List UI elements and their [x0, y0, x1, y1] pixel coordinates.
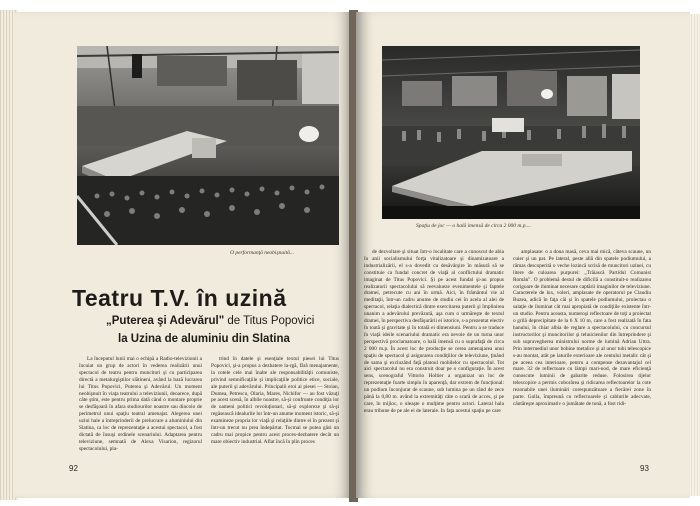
right-photo-image [382, 46, 640, 219]
left-page [14, 12, 352, 498]
left-column-2 [211, 356, 339, 460]
page-number-left: 92 [69, 464, 78, 473]
left-photo-caption: O performanţă neobişnuită... [230, 250, 295, 256]
article-subtitle-line2: la Uzina de aluminiu din Slatina [118, 333, 290, 345]
left-photo-image [77, 46, 339, 245]
right-column-2 [513, 249, 651, 475]
article-subtitle [106, 315, 314, 327]
right-col1-text: de dezvoltare şi situat într-o localitate care a cunoscut de abia în anii socialismului forţa vitalizatoare şi dinamizatoare a industrializării, el s-a dovedit cu desăvârşire în măsură să se constituie ca fundal concret de viaţă al conflictului dramatic imaginat de Titus Popovici. Şi pe acest fundal şi-au propus realizatorii spectacolului să reevalueze evenimentele şi faptele dramei, petrecute cu ani în urmă. Aici, în frământul vie al meditaţii, într-un cadru anume de studiu cei în acela al alei de spectacol, relaţia dialectică dintre exercitarea puterii şi împlinirea unanim a adevărului prevăzută, aşa cum o urmăreşte de textul dramei, în perspectiva desfăşurării ei istorice, s-a prezentat electiv în toată şi gravitate şi în totală ei dimensiuni. Pentru a se traduce în viaţă ideile scenariului dramatic era nevoie de un turna unor perspectivă proclamatoare, o hală imensă cu o suprafaţă de circa 2 000 m.p. În acest loc de producţie se cerea amenajarea unui spaţiu de spectacol şi asigurarea condiţiilor de televiziune, ţinând de sama şi excluzând faţă platoul mobilelor cu spectacolul. Tot aici spectacolul nu era construit doar pe o configuraţie. În acest sens, scenograful Vittorio Holtier a organizat un loc de reprezentaţie foarte simplu în aparenţă, dar extrem de funcţional: un podium înconjurat de scaune, sub lumina pe un rând de zece până la 0,80 m. având la extremităţi câte o scară de acces, şi pe care, în mijloc, o uleaşte o mulţime pentru actori. Lateral hala erau tribune de pe ale ei de laterale. In faţa acestui spaţiu pe care [364, 249, 504, 414]
article-title: Teatru T.V. în uzină [72, 285, 287, 311]
right-page [356, 12, 690, 498]
right-photo-caption: Spaţiu de joc — o hală imensă de circa 2 000 m.p.... [416, 223, 531, 229]
right-photo [382, 46, 640, 219]
left-col1-text: La începutul lunii mai o echipă a Radio-televiziunii a încuiat un grup de actori în vederea realizării unui spectacol de teatru pentru muncitori şi cu participarea directă a metalurgiştilor slătineni, având la bază lucrarea lui Titus Popovici, Puterea şi Adevărul. Un moment neobişnuit în viaţa teatrului a televiziunii, deoarece, după câte ştim, este pentru prima dată când o montare proprie se desfăşoară în afara studiourilor noastre sau dincolo de perimetrul unui spaţiu teatral amenajat. Alegerea unei uzini hale a întreprinderii de prelucrare a aluminiului din Slatina, ca loc de reprezentaţie a acestui spectacol, a fost dictată de însuşi ordinele scenariului. Adaptarea pentru televiziune, semnată de Alexa Visarion, regizorul spectacolului, pla- [79, 356, 202, 452]
right-col2-text: amplasate: o a doua masă, ceva mai mică, câteva scaune, un cuier şi un pat. Pe lateral, peste allă din spatele podiumului, a rămas descoperită o veche lozincă scrisă de muncitori uzinei, cu litere de culoarea purpurei: „Trăiască Partidul Comunist Român". O problemă destul de dificilă a constituit-o realizarea corigoare de iluminat necesare captării imaginilor de televiziune. Caracterele de lux, voleri, amplasate de operatorul pe Claudiu Buzea, adică în faţa căi şi în spatele podiumului, proiectau o salaţie de iluminat cât mai apropiată de condiţiile existente într-un studio. Pentru aceasta, numeroşi reflectoare de toţi a proiectat o grilă deprecipitate de la 6 X 10 m, care a fost realizată în fata hanului, în chiar albia de reglare a spectacolului, cu concursul instructorilor şi muncitorilor şi tehnicienilor din întreprindere şi sub supravegherea ministrului norme de lumină Adrian Uttra. Prin intermediul unor bobine metalice şi al unor tubi telescopice s-au montat, atât pe laturile exterioare ale centului metalic cât şi pe aceea cea interioare, pentru a compense dezavantajul cel mare. 32 de reflectoare cu lămpi mari-nod, de mare eficienţă cunoscute luminii de gabarite reduse. Folosirea tijelor telescopice a permis coborârea şi ridicarea reflectoarelor la cote rezonabile unei iluminări corespunzătoare a fiecărei zone în parte. Gulla, împreună cu reflectoarele şi cablurile adecvate, cântăreşte aproximativ o jumătate de tonă, a fost ridi- [513, 249, 651, 407]
page-number-right: 93 [640, 464, 649, 473]
play-author: de Titus Popovici [224, 315, 315, 327]
left-column-1 [79, 356, 202, 467]
play-title: „Puterea şi Adevărul" [106, 315, 225, 327]
left-photo [77, 46, 339, 245]
right-column-1 [364, 249, 504, 475]
left-col2-text: trind în datele şi esenţiale textul piesei lui Titus Popovici, şi-a propus a dezbatere la-rgă, fără menajamente, la cotele cele mai înalte ale responsabilităţii comuniste, privind semnificaţiile şi implicaţiile politice etice, sociale, ale puterii şi adevărului. Principalii eroi ai piesei — Stoian, Dumea, Petrescu, Olaria, Mares, Nichifor — au fost văzuţi pe acest scenă, în albile noastre, să-şi confrunte condiţia lor de oameni politici revoluţionari, să-şi exploreze şi să-şi regăsească idealurile lor într-un anume moment istoric, să-şi examineze propria lor viaţă şi relaţiile dintre ei în prezent şi într-un trecut nu prea îndepărtat. Tocmai se putea găsi un cadru mai propice pentru acest proces-dezbatere decât un mare obiectiv industrial. Aflat încă în plin proces [211, 356, 339, 445]
